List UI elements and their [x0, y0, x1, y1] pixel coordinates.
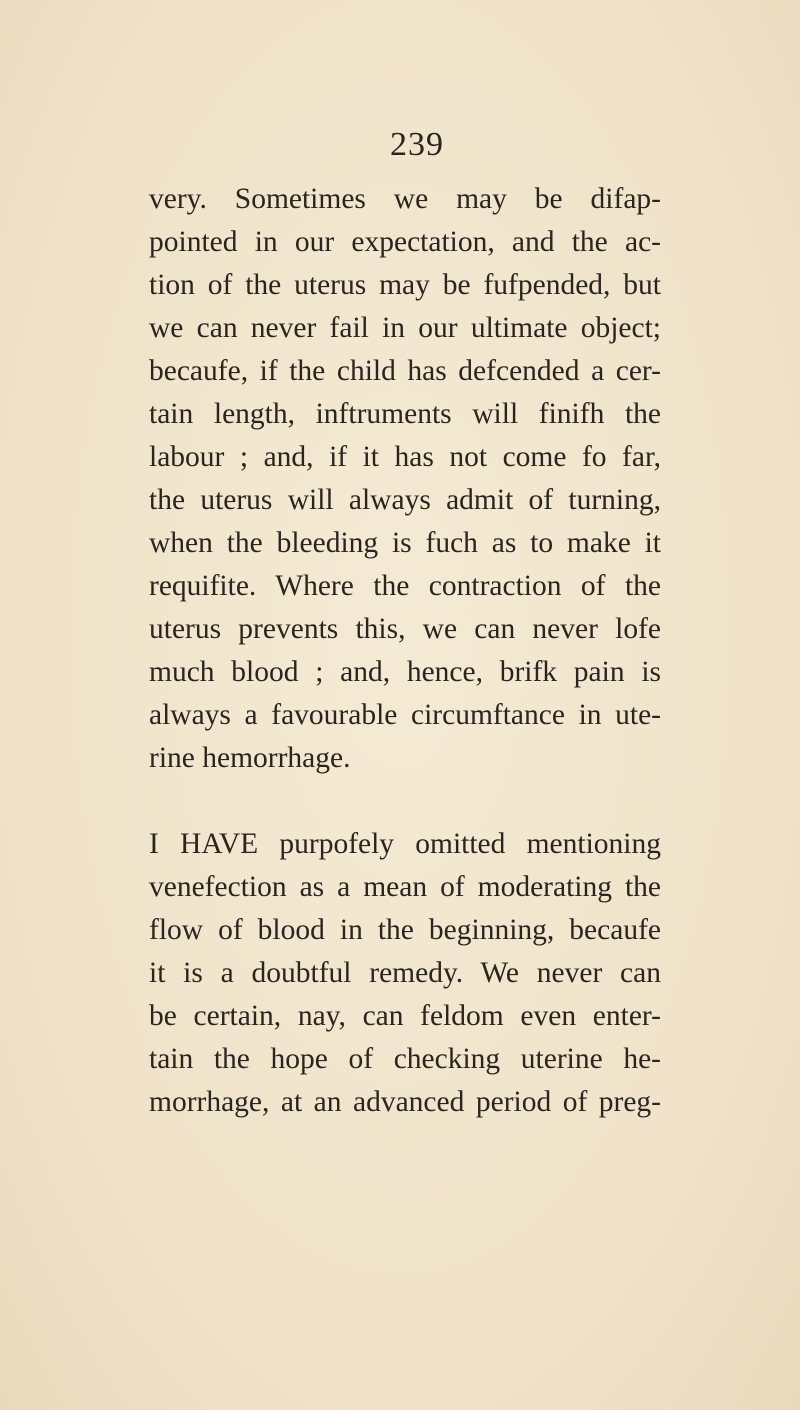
text-line: labour ; and, if it has not come fo far,: [149, 441, 661, 473]
text-line: tain length, inftruments will finifh the: [149, 398, 661, 430]
text-line: always a favourable circumftance in ute-: [149, 699, 661, 731]
text-line: tain the hope of checking uterine he-: [149, 1043, 661, 1075]
text-line: venefection as a mean of moderating the: [149, 871, 661, 903]
text-line: becaufe, if the child has defcended a cer-: [149, 355, 661, 387]
text-line: pointed in our expectation, and the ac-: [149, 226, 661, 258]
text-line: requifite. Where the contraction of the: [149, 570, 661, 602]
paragraph-2: [149, 823, 661, 1124]
text-line: we can never fail in our ultimate object;: [149, 312, 661, 344]
text-line: uterus prevents this, we can never lofe: [149, 613, 661, 645]
text-line: the uterus will always admit of turning,: [149, 484, 661, 516]
page-number: 239: [390, 126, 444, 163]
text-line: much blood ; and, hence, brifk pain is: [149, 656, 661, 688]
text-line: very. Sometimes we may be difap-: [149, 183, 661, 215]
paragraph-spacer: [149, 780, 661, 823]
body-text: [149, 178, 661, 1124]
paragraph-1: [149, 178, 661, 780]
text-line: be certain, nay, can feldom even enter-: [149, 1000, 661, 1032]
text-line: flow of blood in the beginning, becaufe: [149, 914, 661, 946]
text-line: it is a doubtful remedy. We never can: [149, 957, 661, 989]
text-line: morrhage, at an advanced period of preg-: [149, 1086, 661, 1118]
text-line: I HAVE purpofely omitted mentioning: [149, 828, 661, 860]
text-line: rine hemorrhage.: [149, 742, 351, 774]
text-line: when the bleeding is fuch as to make it: [149, 527, 661, 559]
text-line: tion of the uterus may be fufpended, but: [149, 269, 661, 301]
